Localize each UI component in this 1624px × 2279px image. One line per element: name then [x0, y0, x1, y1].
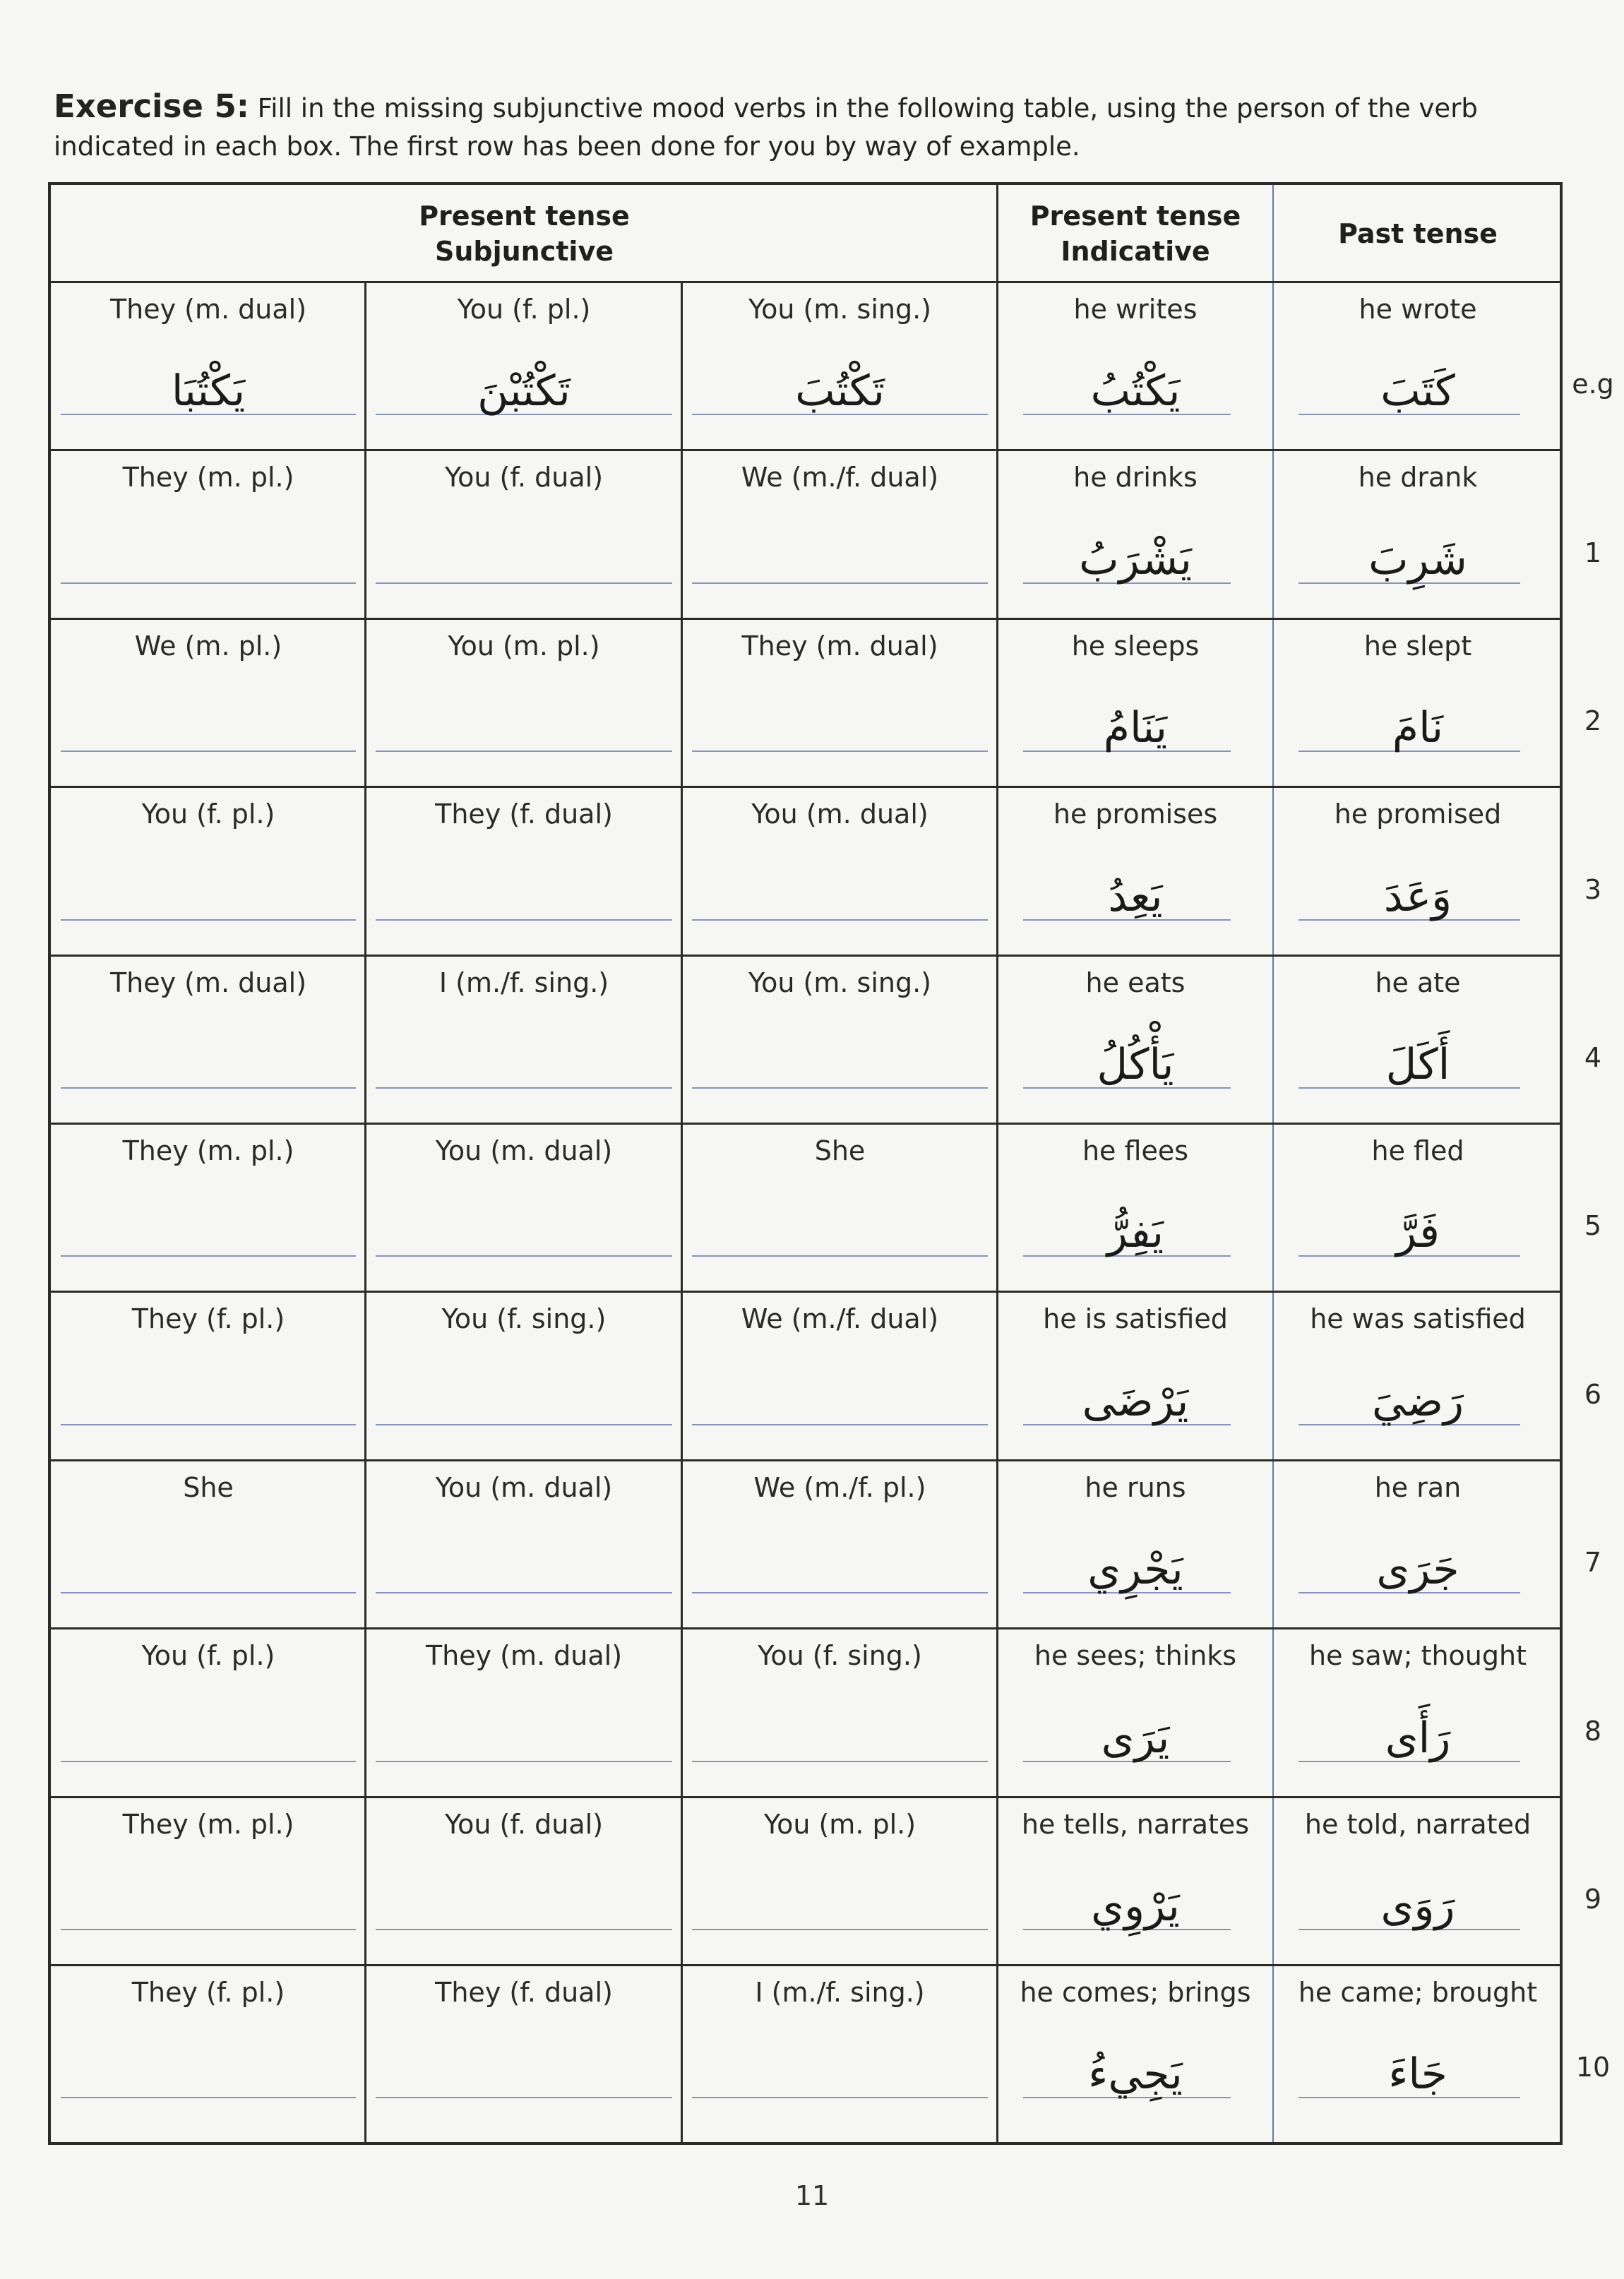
subjunctive-cell: [51, 956, 366, 1124]
person-label: We (m. pl.): [134, 630, 282, 662]
person-label: You (f. sing.): [758, 1640, 922, 1672]
subjunctive-cell: [51, 619, 366, 787]
exercise-title: Exercise 5:: [54, 88, 249, 125]
subjunctive-cell: [366, 1629, 682, 1797]
verb-gloss: he writes: [1073, 294, 1198, 325]
row-number: 7: [1584, 1547, 1602, 1579]
answer-line[interactable]: [376, 1255, 672, 1257]
row-number: 4: [1584, 1042, 1602, 1073]
indicative-verb: يَرَى: [1101, 1713, 1170, 1763]
past-verb: جَرَى: [1376, 1545, 1459, 1595]
exercise-text: Fill in the missing subjunctive mood verbs in the following table, using the person of the verb indicated in each box. The first row has been done for you by way of example.: [54, 93, 1478, 162]
subjunctive-cell: [366, 1124, 682, 1292]
answer-line[interactable]: [61, 750, 356, 752]
indicative-verb: يَجْرِي: [1087, 1545, 1183, 1595]
subjunctive-cell: [366, 1292, 682, 1460]
answer-line[interactable]: [61, 2097, 356, 2098]
indicative-cell: [998, 1798, 1273, 1966]
subjunctive-cell: [51, 1798, 366, 1966]
subjunctive-cell: [682, 787, 998, 955]
indicative-verb: يَأْكُلُ: [1097, 1039, 1174, 1089]
subjunctive-cell: [682, 450, 998, 618]
person-label: You (f. pl.): [457, 294, 591, 325]
header-present-subjunctive: [51, 185, 998, 282]
verb-gloss: he told, narrated: [1304, 1808, 1532, 1840]
answer-line[interactable]: [692, 1761, 988, 1762]
verb-gloss: he eats: [1085, 967, 1186, 998]
indicative-cell: [998, 282, 1273, 450]
verb-gloss: he drinks: [1073, 462, 1198, 494]
answer-line[interactable]: [61, 1255, 356, 1257]
indicative-cell: [998, 1292, 1273, 1460]
past-cell: [1273, 619, 1563, 787]
past-cell: [1273, 282, 1563, 450]
answer-line[interactable]: [692, 750, 988, 752]
verb-gloss: he wrote: [1359, 294, 1477, 325]
indicative-verb: يَكْتُبُ: [1090, 366, 1181, 417]
indicative-verb: يَفِرُّ: [1106, 1208, 1164, 1258]
indicative-cell: [998, 619, 1273, 787]
exercise-instructions: [54, 88, 1579, 166]
person-label: You (f. sing.): [441, 1303, 607, 1335]
answer-line[interactable]: [376, 750, 672, 752]
answer-line[interactable]: [692, 1592, 988, 1593]
past-cell: [1273, 956, 1563, 1124]
indicative-cell: [998, 450, 1273, 618]
header-line: Indicative: [1061, 236, 1210, 267]
person-label: They (f. pl.): [131, 1977, 285, 2008]
row-number: e.g: [1572, 369, 1614, 400]
person-label: You (f. pl.): [141, 798, 275, 830]
indicative-verb: يَجِيءُ: [1088, 2050, 1183, 2100]
past-verb: وَعَدَ: [1383, 871, 1452, 921]
verb-gloss: he tells, narrates: [1021, 1808, 1250, 1840]
answer-line[interactable]: [376, 919, 672, 921]
past-verb: رَأَى: [1385, 1713, 1451, 1763]
row-number: 10: [1575, 2052, 1611, 2083]
header-past-tense: [1273, 185, 1563, 282]
subjunctive-cell: [51, 450, 366, 618]
indicative-verb: يَنَامُ: [1103, 703, 1168, 753]
subjunctive-cell: [51, 1292, 366, 1460]
person-label: You (f. dual): [444, 1808, 604, 1840]
row-number: 6: [1584, 1378, 1602, 1410]
person-label: You (m. dual): [435, 1135, 613, 1166]
answer-verb: تَكْتُبْنَ: [477, 366, 571, 417]
past-cell: [1273, 1461, 1563, 1629]
answer-line[interactable]: [376, 1929, 672, 1930]
answer-line[interactable]: [61, 1592, 356, 1593]
answer-line[interactable]: [376, 1087, 672, 1089]
past-cell: [1273, 450, 1563, 618]
answer-line[interactable]: [61, 919, 356, 921]
person-label: You (f. dual): [444, 462, 604, 494]
verb-gloss: he ran: [1374, 1471, 1462, 1503]
subjunctive-cell: [682, 619, 998, 787]
person-label: We (m./f. dual): [741, 462, 939, 494]
answer-line[interactable]: [376, 582, 672, 584]
verb-gloss: he sleeps: [1071, 630, 1200, 662]
person-label: They (f. dual): [435, 1977, 613, 2008]
verb-gloss: he drank: [1358, 462, 1478, 494]
person-label: They (m. pl.): [122, 462, 294, 494]
verb-gloss: he slept: [1363, 630, 1472, 662]
person-label: You (m. pl.): [448, 630, 600, 662]
past-verb: نَامَ: [1392, 703, 1444, 753]
person-label: They (m. pl.): [122, 1135, 294, 1166]
past-verb: أَكَلَ: [1385, 1039, 1450, 1089]
subjunctive-cell: [366, 1461, 682, 1629]
subjunctive-cell: [682, 1292, 998, 1460]
subjunctive-cell: [366, 619, 682, 787]
person-label: You (f. pl.): [141, 1640, 275, 1672]
indicative-cell: [998, 956, 1273, 1124]
answer-line[interactable]: [61, 1087, 356, 1089]
person-label: You (m. pl.): [763, 1808, 917, 1840]
indicative-verb: يَرْضَى: [1082, 1376, 1189, 1426]
past-cell: [1273, 1798, 1563, 1966]
row-number: 5: [1584, 1210, 1602, 1242]
verb-gloss: he saw; thought: [1308, 1640, 1527, 1672]
subjunctive-cell: [366, 787, 682, 955]
verb-gloss: he comes; brings: [1020, 1977, 1251, 2008]
answer-line[interactable]: [376, 1424, 672, 1425]
header-line: Subjunctive: [434, 236, 614, 267]
subjunctive-cell: [682, 1629, 998, 1797]
indicative-cell: [998, 1461, 1273, 1629]
subjunctive-cell: [51, 1124, 366, 1292]
answer-line[interactable]: [376, 1592, 672, 1593]
row-number: 3: [1584, 873, 1602, 905]
past-cell: [1273, 787, 1563, 955]
answer-line[interactable]: [692, 1087, 988, 1089]
subjunctive-cell: [51, 787, 366, 955]
subjunctive-cell: [51, 1966, 366, 2134]
row-number: 8: [1584, 1715, 1602, 1747]
answer-line[interactable]: [376, 1761, 672, 1762]
header-line: Present tense: [1029, 201, 1241, 232]
past-cell: [1273, 1629, 1563, 1797]
indicative-verb: يَشْرَبُ: [1079, 534, 1192, 585]
answer-line[interactable]: [61, 1929, 356, 1930]
subjunctive-cell: [51, 282, 366, 450]
person-label: I (m./f. sing.): [438, 967, 609, 998]
person-label: I (m./f. sing.): [755, 1977, 925, 2008]
verb-gloss: he is satisfied: [1043, 1303, 1228, 1335]
subjunctive-cell: [366, 1966, 682, 2134]
verb-gloss: he promises: [1053, 798, 1218, 830]
indicative-verb: يَعِدُ: [1108, 871, 1163, 921]
header-line: Present tense: [419, 201, 630, 232]
answer-line[interactable]: [61, 582, 356, 584]
person-label: They (m. dual): [425, 1640, 623, 1672]
answer-verb: تَكْتُبَ: [795, 366, 885, 417]
row-number: 2: [1584, 705, 1602, 737]
verb-gloss: he was satisfied: [1310, 1303, 1526, 1335]
past-cell: [1273, 1124, 1563, 1292]
subjunctive-cell: [682, 956, 998, 1124]
row-number: 1: [1584, 537, 1602, 568]
person-label: We (m./f. dual): [741, 1303, 939, 1335]
indicative-cell: [998, 1124, 1273, 1292]
answer-line[interactable]: [692, 1929, 988, 1930]
past-verb: جَاءَ: [1388, 2050, 1447, 2100]
past-verb: كَتَبَ: [1380, 366, 1455, 417]
subjunctive-cell: [366, 450, 682, 618]
exercise-table: [48, 182, 1563, 2145]
person-label: She: [814, 1135, 866, 1166]
subjunctive-cell: [366, 956, 682, 1124]
person-label: You (m. sing.): [748, 294, 932, 325]
person-label: You (m. dual): [751, 798, 929, 830]
answer-line[interactable]: [692, 919, 988, 921]
past-verb: رَوَى: [1380, 1881, 1455, 1931]
person-label: They (f. pl.): [131, 1303, 285, 1335]
verb-gloss: he flees: [1082, 1135, 1189, 1166]
answer-verb: يَكْتُبَا: [171, 366, 246, 417]
verb-gloss: he promised: [1334, 798, 1502, 830]
header-present-indicative: [998, 185, 1273, 282]
subjunctive-cell: [682, 282, 998, 450]
subjunctive-cell: [366, 282, 682, 450]
indicative-verb: يَرْوِي: [1091, 1881, 1180, 1931]
subjunctive-cell: [682, 1124, 998, 1292]
subjunctive-cell: [51, 1461, 366, 1629]
verb-gloss: he runs: [1085, 1471, 1186, 1503]
verb-gloss: he fled: [1371, 1135, 1464, 1166]
person-label: They (m. dual): [109, 294, 307, 325]
subjunctive-cell: [682, 1798, 998, 1966]
past-verb: فَرَّ: [1396, 1208, 1440, 1258]
subjunctive-cell: [682, 1461, 998, 1629]
person-label: You (m. dual): [435, 1471, 613, 1503]
person-label: They (m. dual): [109, 967, 307, 998]
past-cell: [1273, 1966, 1563, 2134]
indicative-cell: [998, 1629, 1273, 1797]
person-label: You (m. sing.): [748, 967, 932, 998]
subjunctive-cell: [682, 1966, 998, 2134]
answer-line[interactable]: [61, 1424, 356, 1425]
past-cell: [1273, 1292, 1563, 1460]
person-label: They (f. dual): [435, 798, 613, 830]
past-verb: شَرِبَ: [1368, 534, 1467, 585]
verb-gloss: he came; brought: [1298, 1977, 1538, 2008]
person-label: We (m./f. pl.): [753, 1471, 926, 1503]
header-line: Past tense: [1338, 218, 1498, 249]
indicative-cell: [998, 1966, 1273, 2134]
verb-gloss: he sees; thinks: [1034, 1640, 1237, 1672]
indicative-cell: [998, 787, 1273, 955]
answer-line[interactable]: [692, 582, 988, 584]
answer-line[interactable]: [61, 1761, 356, 1762]
page-number: 11: [794, 2180, 830, 2211]
past-verb: رَضِيَ: [1372, 1376, 1464, 1426]
verb-gloss: he ate: [1375, 967, 1461, 998]
person-label: They (m. dual): [741, 630, 938, 662]
answer-line[interactable]: [692, 1255, 988, 1257]
person-label: They (m. pl.): [122, 1808, 294, 1840]
subjunctive-cell: [51, 1629, 366, 1797]
answer-line[interactable]: [692, 2097, 988, 2098]
row-number: 9: [1584, 1884, 1602, 1915]
person-label: She: [183, 1471, 234, 1503]
answer-line[interactable]: [692, 1424, 988, 1425]
answer-line[interactable]: [376, 2097, 672, 2098]
subjunctive-cell: [366, 1798, 682, 1966]
